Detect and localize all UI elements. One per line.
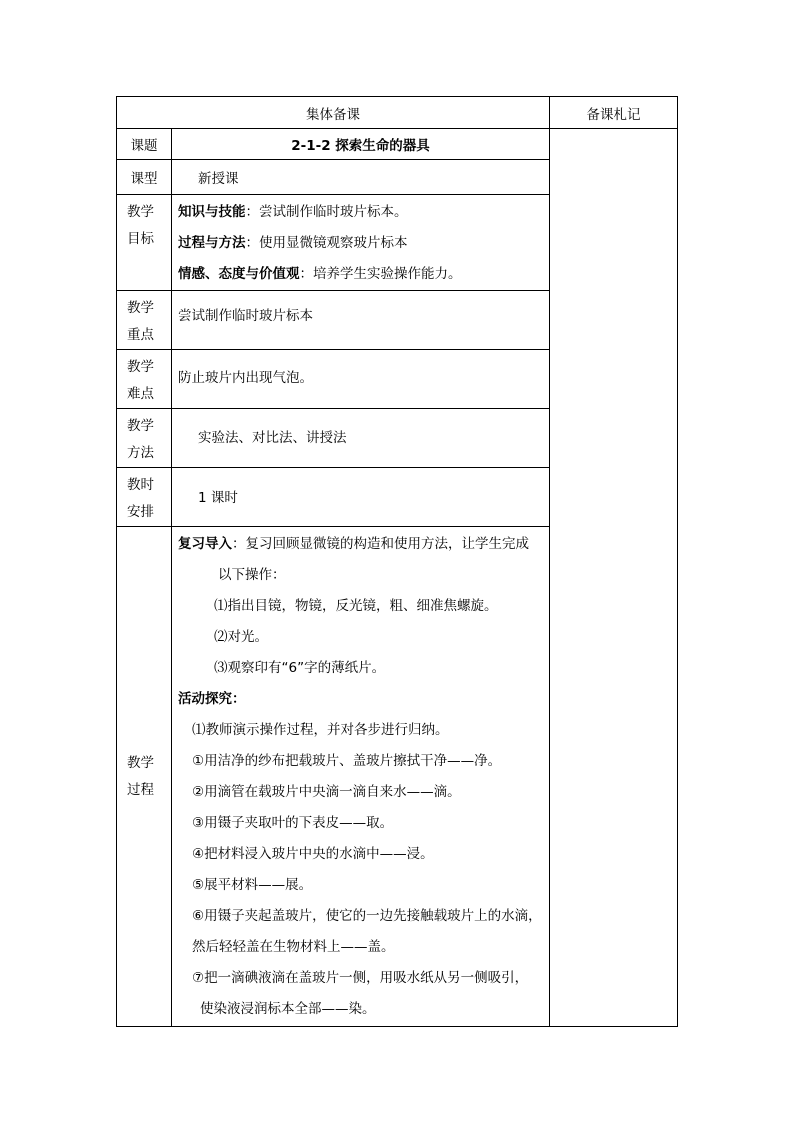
- step-item-cont: 然后轻轻盖在生物材料上——盖。: [192, 939, 395, 955]
- review-item: ⑵对光。: [214, 629, 268, 645]
- activity-title: 活动探究：: [178, 691, 246, 707]
- method-label: 教学 方法: [117, 409, 172, 468]
- type-label: 课型: [117, 160, 172, 195]
- difficulty-label: 教学 难点: [117, 350, 172, 409]
- goals-cell: [172, 195, 550, 291]
- goals-label: 教学 目标: [117, 195, 172, 291]
- step-item: ⑥用镊子夹起盖玻片，使它的一边先接触载玻片上的水滴，: [192, 908, 542, 924]
- review-item: ⑶观察印有“6”字的薄纸片。: [214, 660, 386, 676]
- notes-column: [550, 129, 678, 1027]
- header-prep-notes: 备课札记: [550, 97, 678, 129]
- time-label: 教时 安排: [117, 468, 172, 527]
- step-item: ④把材料浸入玻片中央的水滴中——浸。: [192, 846, 434, 862]
- difficulty-value: 防止玻片内出现气泡。: [172, 350, 550, 409]
- lesson-plan-table: [116, 96, 678, 1027]
- goal-attitude: 情感、态度与价值观：培养学生实验操作能力。: [178, 266, 462, 282]
- review-intro: 复习导入：复习回顾显微镜的构造和使用方法，让学生完成: [178, 536, 529, 552]
- key-value: 尝试制作临时玻片标本: [172, 291, 550, 350]
- type-value: 新授课: [172, 160, 550, 195]
- review-intro-cont: 以下操作：: [218, 567, 286, 583]
- method-value: 实验法、对比法、讲授法: [172, 409, 550, 468]
- process-cell: [172, 527, 550, 1027]
- activity-intro: ⑴教师演示操作过程，并对各步进行归纳。: [192, 722, 449, 738]
- step-item: ②用滴管在载玻片中央滴一滴自来水——滴。: [192, 784, 461, 800]
- goal-process: 过程与方法：使用显微镜观察玻片标本: [178, 235, 408, 251]
- review-item: ⑴指出目镜，物镜，反光镜，粗、细准焦螺旋。: [214, 598, 498, 614]
- process-label: 教学 过程: [117, 527, 172, 1027]
- header-collective-prep: 集体备课: [117, 97, 550, 129]
- key-label: 教学 重点: [117, 291, 172, 350]
- step-item: ⑤展平材料——展。: [192, 877, 313, 893]
- topic-label: 课题: [117, 129, 172, 160]
- time-value: 1 课时: [172, 468, 550, 527]
- step-item: ③用镊子夹取叶的下表皮——取。: [192, 815, 394, 831]
- step-item: ⑦把一滴碘液滴在盖玻片一侧，用吸水纸从另一侧吸引，: [192, 970, 529, 986]
- topic-value: 2-1-2 探索生命的器具: [172, 129, 550, 160]
- step-item-cont: 使染液浸润标本全部——染。: [200, 1001, 376, 1017]
- step-item: ①用洁净的纱布把载玻片、盖玻片擦拭干净——净。: [192, 753, 502, 769]
- goal-knowledge: 知识与技能：尝试制作临时玻片标本。: [178, 204, 408, 220]
